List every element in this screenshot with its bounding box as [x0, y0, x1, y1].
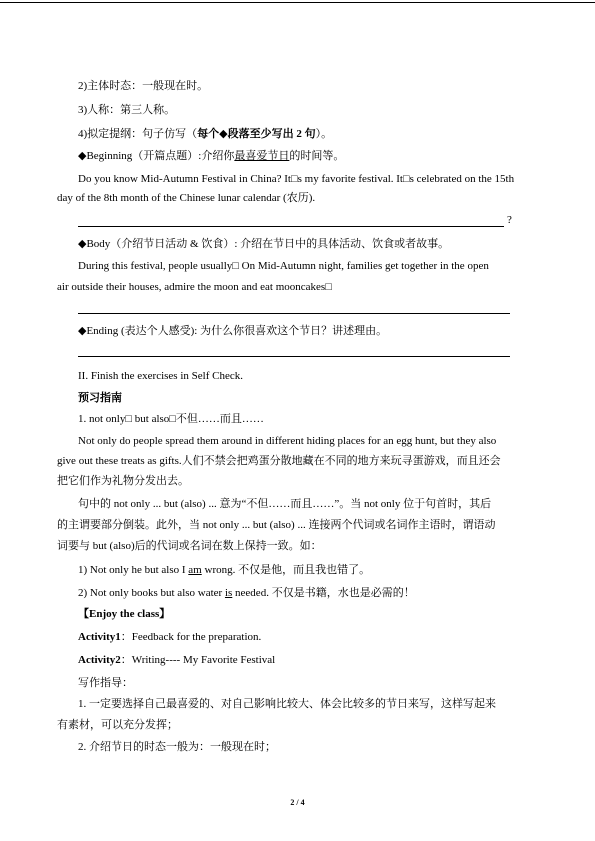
writing-guide-label: 写作指导： — [78, 677, 133, 689]
enjoy-heading: 【Enjoy the class】 — [78, 608, 171, 620]
activity-1-text: ：Feedback for the preparation. — [120, 631, 262, 643]
example-2-start: 2) Not only books but also water — [78, 587, 225, 599]
example-sentence-2 — [78, 586, 540, 600]
activity-1-label: Activity1 — [78, 631, 121, 643]
activity-1 — [78, 630, 540, 644]
not-only-example-1: Not only do people spread them around in different hiding places for an egg hunt, but they also — [78, 435, 497, 447]
example-1-start: 1) Not only he but also I — [78, 564, 189, 576]
preview-guide-title: 预习指南 — [78, 392, 122, 404]
rule-line-1: 句中的 not only ... but (also) ... 意为“不但……而且……”。当 not only 位于句首时，其后 — [78, 498, 492, 510]
body-example-2: air outside their houses, admire the moon and eat mooncakes□ — [57, 281, 332, 293]
beginning-end: 的时间等。 — [289, 150, 345, 162]
ending-heading: ◆Ending (表达个人感受): 为什么你很喜欢这个节日？讲述理由。 — [78, 325, 388, 337]
beginning-heading — [78, 149, 540, 163]
body-heading: ◆Body（介绍节日活动 & 饮食）: 介绍在节日中的具体活动、饮食或者故事。 — [78, 238, 450, 250]
finish-instruction: II. Finish the exercises in Self Check. — [78, 370, 243, 382]
outline-requirement: 每个◆段落至少写出 2 句 — [197, 128, 316, 140]
example-2-verb: is — [224, 587, 233, 599]
activity-2-text: ：Writing---- My Favorite Festival — [120, 654, 276, 666]
example-1-end: wrong. 不仅是他，而且我也错了。 — [201, 564, 371, 576]
example-1-verb: am — [188, 564, 202, 576]
ending-answer-line[interactable] — [78, 356, 510, 357]
outline-end: ）。 — [315, 128, 333, 140]
body-answer-line[interactable] — [78, 313, 510, 314]
example-2-end: needed. 不仅是书籍，水也是必需的！ — [232, 587, 415, 599]
person-line: 3)人称：第三人称。 — [78, 104, 176, 116]
activity-2 — [78, 653, 540, 667]
tip-1-line-2: 有素材，可以充分发挥； — [57, 719, 178, 731]
body-example-1: During this festival, people usually□ On Mid-Autumn night, families get together in the open — [78, 260, 489, 272]
question-mark: ? — [507, 214, 512, 226]
not-only-example-3: 把它们作为礼物分发出去。 — [57, 475, 189, 487]
example-sentence-1 — [78, 563, 540, 577]
beginning-example-1: Do you know Mid-Autumn Festival in China? It□s my favorite festival. It□s celebrated on the 15th — [78, 173, 515, 185]
rule-line-3: 词要与 but (also)后的代词或名词在数上保持一致。如： — [57, 540, 322, 552]
outline-text: 4)拟定提纲：句子仿写（ — [78, 128, 198, 140]
beginning-example-2: day of the 8th month of the Chinese lunar calendar (农历). — [57, 192, 316, 204]
not-only-example-2: give out these treats as gifts.人们不禁会把鸡蛋分散地藏在不同的地方来玩寻蛋游戏，而且还会 — [57, 455, 501, 467]
outline-line — [78, 127, 540, 141]
beginning-keyword: 最喜爱节日 — [234, 150, 290, 162]
beginning-text: ◆Beginning（开篇点题）:介绍你 — [78, 150, 235, 162]
rule-line-2: 的主谓要部分倒装。此外，当 not only ... but (also) ... 连接两个代词或名词作主语时，谓语动 — [57, 519, 496, 531]
page-number: 2 / 4 — [290, 798, 305, 807]
not-only-heading: 1. not only□ but also□不但……而且…… — [78, 413, 264, 425]
tense-line: 2)主体时态：一般现在时。 — [78, 80, 209, 92]
header-rule — [0, 2, 595, 3]
tip-1-line-1: 1. 一定要选择自己最喜爱的、对自己影响比较大、体会比较多的节日来写，这样写起来 — [78, 698, 496, 710]
tip-2: 2. 介绍节日的时态一般为：一般现在时； — [78, 741, 276, 753]
beginning-answer-line[interactable] — [78, 226, 504, 227]
activity-2-label: Activity2 — [78, 654, 121, 666]
